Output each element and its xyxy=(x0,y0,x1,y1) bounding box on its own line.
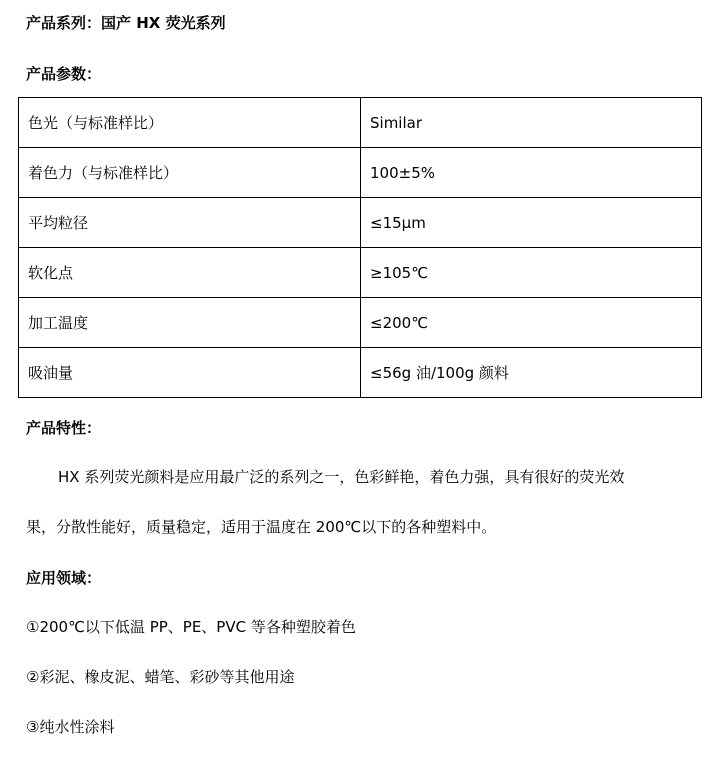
param-value: ≤200℃ xyxy=(361,298,702,348)
param-name: 软化点 xyxy=(19,248,361,298)
application-item: ③纯水性涂料 xyxy=(26,718,115,736)
table-row xyxy=(19,348,702,398)
param-name: 加工温度 xyxy=(19,298,361,348)
table-row xyxy=(19,298,702,348)
param-name: 着色力（与标准样比） xyxy=(19,148,361,198)
features-paragraph-line-2: 果，分散性能好，质量稳定，适用于温度在 200℃以下的各种塑料中。 xyxy=(26,518,497,536)
param-value: ≤56g 油/100g 颜料 xyxy=(361,348,702,398)
table-row xyxy=(19,248,702,298)
features-heading: 产品特性： xyxy=(26,419,102,437)
param-name: 色光（与标准样比） xyxy=(19,98,361,148)
product-series-heading: 产品系列：国产 HX 荧光系列 xyxy=(26,14,226,32)
table-row xyxy=(19,148,702,198)
param-value: ≥105℃ xyxy=(361,248,702,298)
param-name: 吸油量 xyxy=(19,348,361,398)
application-item: ②彩泥、橡皮泥、蜡笔、彩砂等其他用途 xyxy=(26,668,295,686)
table-row xyxy=(19,198,702,248)
applications-heading: 应用领域： xyxy=(26,569,102,587)
params-heading: 产品参数： xyxy=(26,65,102,83)
features-paragraph-line-1: HX 系列荧光颜料是应用最广泛的系列之一，色彩鲜艳，着色力强，具有很好的荧光效 xyxy=(58,468,625,486)
params-table xyxy=(18,97,702,398)
param-name: 平均粒径 xyxy=(19,198,361,248)
param-value: Similar xyxy=(361,98,702,148)
application-item: ①200℃以下低温 PP、PE、PVC 等各种塑胶着色 xyxy=(26,618,356,636)
param-value: ≤15μm xyxy=(361,198,702,248)
table-row xyxy=(19,98,702,148)
param-value: 100±5% xyxy=(361,148,702,198)
